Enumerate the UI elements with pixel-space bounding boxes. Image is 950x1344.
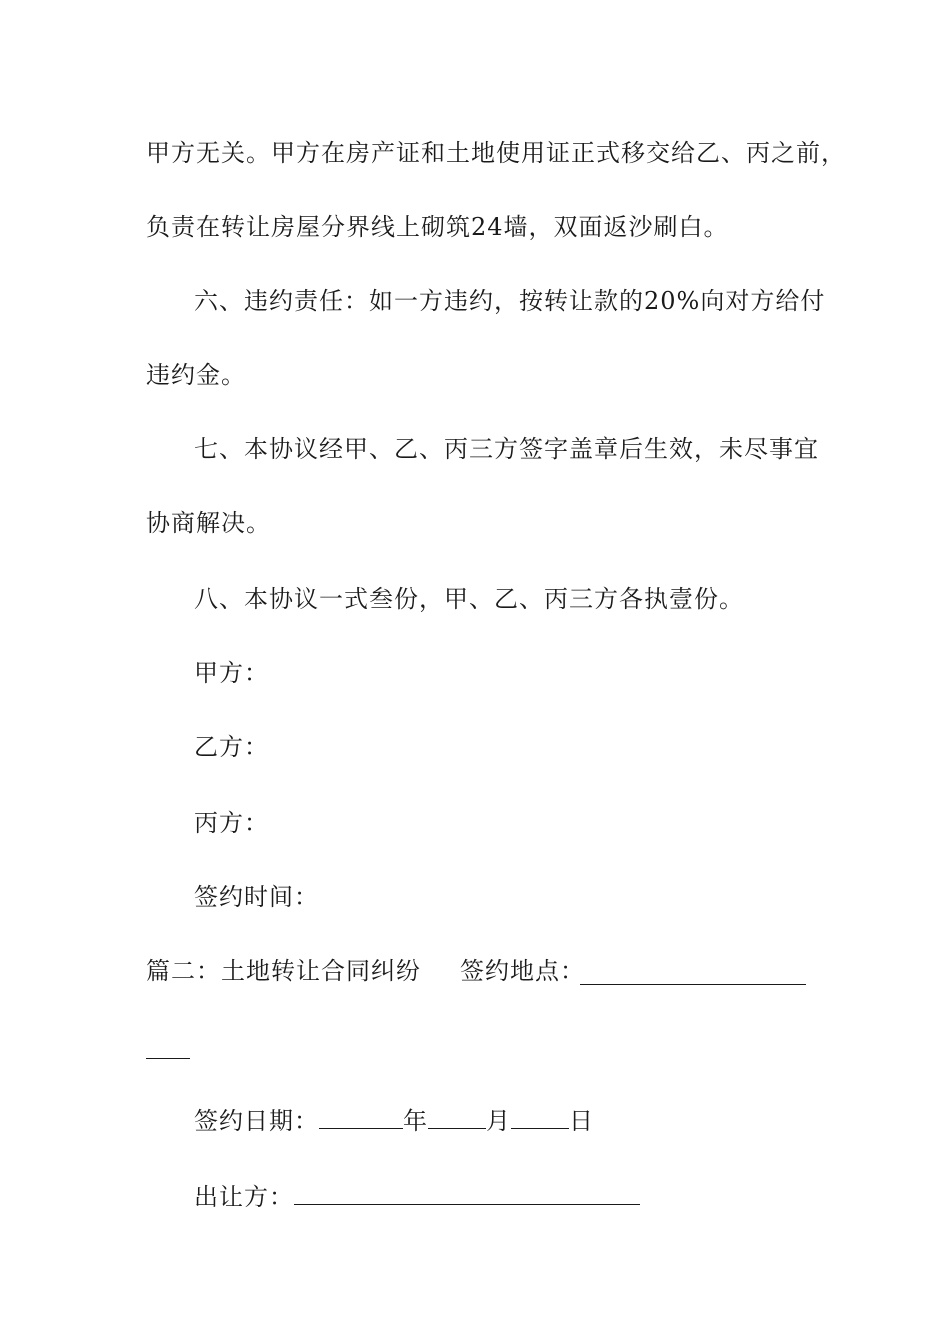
party-c-label: 丙方： [194,809,269,837]
year-label: 年 [403,1107,428,1135]
month-label: 月 [486,1107,511,1135]
sign-date-row [194,1106,594,1136]
day-blank [511,1106,569,1129]
sign-place-blank [580,962,806,985]
transferor-label: 出让方： [194,1183,294,1211]
transferor-row [194,1182,640,1212]
paragraph-6-line-1: 六、违约责任：如一方违约，按转让款的20%向对方给付 [194,287,826,315]
paragraph-7-line-2: 协商解决。 [146,509,271,537]
paragraph-5-line-2: 负责在转让房屋分界线上砌筑24墙，双面返沙刷白。 [146,213,729,241]
paragraph-6-line-2: 违约金。 [146,361,246,389]
sign-time-label: 签约时间： [194,883,319,911]
sign-place-label: 签约地点： [460,957,585,985]
sign-date-label: 签约日期： [194,1107,319,1135]
month-blank [428,1106,486,1129]
paragraph-7-line-1: 七、本协议经甲、乙、丙三方签字盖章后生效，未尽事宜 [194,435,819,463]
party-a-label: 甲方： [194,659,269,687]
paragraph-8: 八、本协议一式叁份，甲、乙、丙三方各执壹份。 [194,585,744,613]
day-label: 日 [569,1107,594,1135]
sign-place-blank-continued [146,1036,190,1059]
party-b-label: 乙方： [194,733,269,761]
year-blank [319,1106,403,1129]
paragraph-5-line-1: 甲方无关。甲方在房产证和土地使用证正式移交给乙、丙之前， [146,139,846,167]
section-2-title: 篇二：土地转让合同纠纷 [146,957,421,985]
transferor-blank [294,1182,640,1205]
